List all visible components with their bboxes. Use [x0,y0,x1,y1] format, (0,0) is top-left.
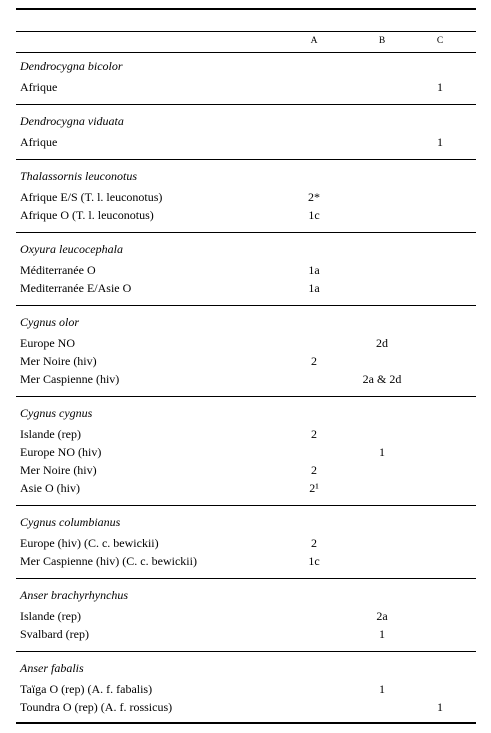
population-label: Svalbard (rep) [20,627,89,641]
group-divider [16,232,476,233]
population-label: Islande (rep) [20,609,81,623]
population-label: Europe NO [20,336,75,350]
table-row [20,281,476,297]
species-name: Dendrocygna bicolor [20,59,123,73]
header-top-rule [16,31,476,32]
species-name: Cygnus olor [20,315,80,329]
species-name: Dendrocygna viduata [20,114,124,128]
population-label: Asie O (hiv) [20,481,80,495]
value-column-a: 2 [311,463,317,477]
population-label: Mediterranée E/Asie O [20,281,132,295]
value-column-a: 1a [308,281,320,295]
population-label: Afrique [20,135,58,149]
header-bottom-rule [16,52,476,53]
group-divider [16,159,476,160]
population-label: Mer Noire (hiv) [20,463,97,477]
value-column-a: 1c [308,208,320,222]
table-row [20,372,476,388]
table-row [20,427,476,443]
population-label: Afrique [20,80,58,94]
table-row [20,208,476,224]
table-row [20,481,476,497]
group-divider [16,104,476,105]
table-row [20,336,476,352]
column-header-b: B [378,36,386,46]
population-label: Afrique E/S (T. l. leuconotus) [20,190,163,204]
population-label: Mer Caspienne (hiv) [20,372,120,386]
table-row [20,627,476,643]
group-divider [16,505,476,506]
population-label: Mer Noire (hiv) [20,354,97,368]
value-column-b: 1 [379,445,385,459]
group-divider [16,305,476,306]
value-column-b: 1 [379,627,385,641]
value-column-a: 2 [311,536,317,550]
value-column-b: 2d [376,336,388,350]
table-row [20,263,476,279]
value-column-a: 2 [311,354,317,368]
table-row [20,554,476,570]
value-column-c: 1 [437,700,443,714]
column-header-a: A [310,36,318,46]
population-label: Méditerranée O [20,263,96,277]
population-label: Toundra O (rep) (A. f. rossicus) [20,700,173,714]
value-column-a: 2¹ [309,481,319,495]
species-name: Thalassornis leuconotus [20,169,138,183]
table-row [20,609,476,625]
value-column-a: 2 [311,427,317,441]
table-row [20,700,476,716]
population-label: Europe (hiv) (C. c. bewickii) [20,536,159,550]
value-column-b: 2a [376,609,388,623]
table-top-rule [16,8,476,10]
value-column-a: 2* [308,190,320,204]
table-row [20,190,476,206]
species-name: Cygnus columbianus [20,515,121,529]
table-row [20,463,476,479]
species-name: Oxyura leucocephala [20,242,123,256]
table-row [20,682,476,698]
table-row [20,135,476,151]
table-row [20,80,476,96]
species-name: Anser fabalis [20,661,84,675]
group-divider [16,651,476,652]
table-bottom-rule [16,722,476,724]
value-column-b: 2a & 2d [362,372,402,386]
table-row [20,536,476,552]
group-divider [16,396,476,397]
value-column-c: 1 [437,80,443,94]
table-row [20,445,476,461]
value-column-a: 1c [308,554,320,568]
group-divider [16,578,476,579]
population-label: Mer Caspienne (hiv) (C. c. bewickii) [20,554,197,568]
table-row [20,354,476,370]
column-header-c: C [436,36,444,46]
population-label: Taïga O (rep) (A. f. fabalis) [20,682,153,696]
population-label: Europe NO (hiv) [20,445,102,459]
value-column-c: 1 [437,135,443,149]
population-label: Islande (rep) [20,427,81,441]
species-name: Anser brachyrhynchus [20,588,129,602]
value-column-a: 1a [308,263,320,277]
species-name: Cygnus cygnus [20,406,93,420]
population-label: Afrique O (T. l. leuconotus) [20,208,154,222]
value-column-b: 1 [379,682,385,696]
